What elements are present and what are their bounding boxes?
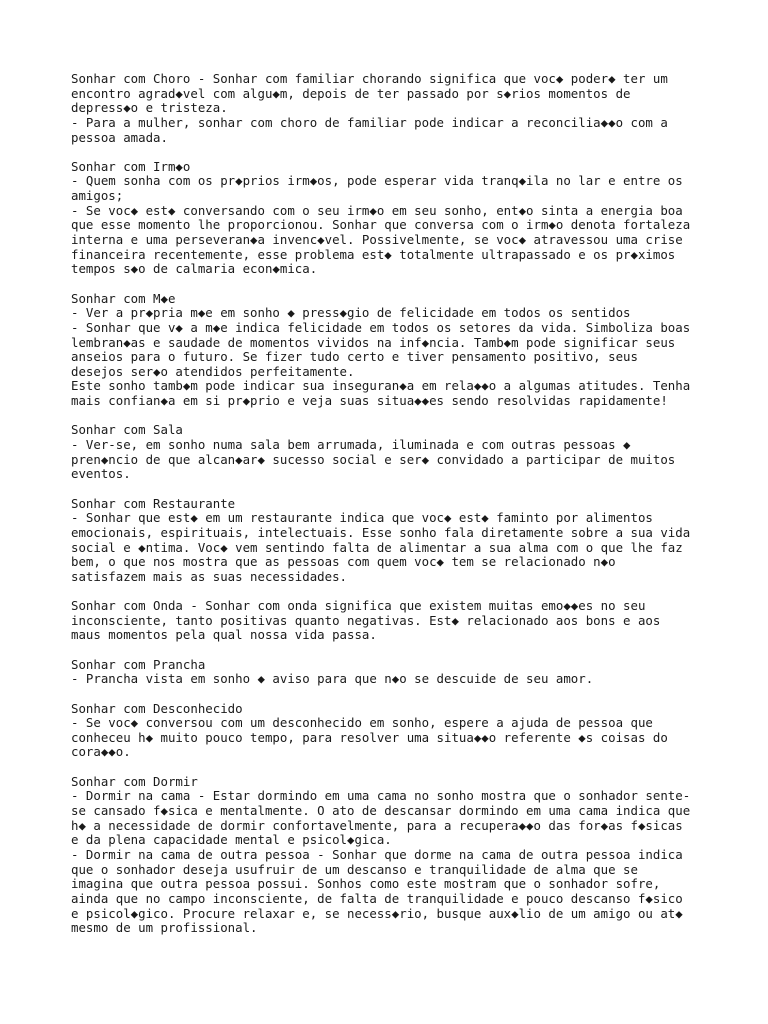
- text-line: Sonhar com Prancha: [71, 656, 206, 672]
- text-line: - Se voc◆ conversou com um desconhecido em sonho, espere a ajuda de pessoa que: [71, 715, 653, 731]
- text-line: Este sonho tamb◆m pode indicar sua inseguran◆a em rela◆◆o a algumas atitudes. Tenha: [71, 378, 691, 394]
- text-line: Sonhar com Onda - Sonhar com onda significa que existem muitas emo◆◆es no seu: [71, 598, 646, 614]
- text-line: interna e uma perseveran◆a invenc◆vel. Possivelmente, se voc◆ atravessou uma crise: [71, 232, 683, 248]
- text-line: imagina que outra pessoa possui. Sonhos como este mostram que o sonhador sofre,: [71, 876, 661, 892]
- text-line: que o sonhador deseja usufruir de um descanso e tranquilidade de alma que se: [71, 861, 638, 877]
- text-line: Sonhar com Choro - Sonhar com familiar chorando significa que voc◆ poder◆ ter um: [71, 71, 668, 86]
- text-line: - Dormir na cama - Estar dormindo em uma cama no sonho mostra que o sonhador sente-: [71, 788, 691, 804]
- text-line: se cansado f◆sica e mentalmente. O ato de descansar dormindo em uma cama indica que: [71, 803, 691, 819]
- text-line: tempos s◆o de calmaria econ◆mica.: [71, 261, 318, 277]
- paragraph-block: [71, 160, 711, 277]
- text-line: Sonhar com Irm◆o: [71, 158, 191, 174]
- paragraph-block: [71, 599, 711, 643]
- text-line: h◆ a necessidade de dormir confortavelmente, para a recupera◆◆o das for◆as f◆sicas: [71, 817, 683, 833]
- text-line: - Sonhar que v◆ a m◆e indica felicidade em todos os setores da vida. Simboliza boas: [71, 319, 691, 335]
- text-line: - Se voc◆ est◆ conversando com o seu irm◆o em seu sonho, ent◆o sinta a energia boa: [71, 202, 683, 218]
- text-line: mais confian◆a em si pr◆prio e veja suas situa◆◆es sendo resolvidas rapidamente!: [71, 393, 668, 409]
- text-line: Sonhar com Desconhecido: [71, 700, 243, 716]
- paragraph-block: [71, 497, 711, 585]
- text-line: - Ver-se, em sonho numa sala bem arrumada, iluminada e com outras pessoas ◆: [71, 437, 631, 453]
- text-line: - Dormir na cama de outra pessoa - Sonhar que dorme na cama de outra pessoa indica: [71, 846, 683, 862]
- text-line: cora◆◆o.: [71, 744, 131, 760]
- text-line: mesmo de um profissional.: [71, 920, 258, 936]
- text-line: - Prancha vista em sonho ◆ aviso para que n◆o se descuide de seu amor.: [71, 671, 594, 687]
- text-line: pren◆ncio de que alcan◆ar◆ sucesso social e ser◆ convidado a participar de muitos: [71, 451, 676, 467]
- text-line: depress◆o e tristeza.: [71, 100, 228, 116]
- text-line: maus momentos pela qual nossa vida passa.: [71, 627, 377, 643]
- paragraph-block: [71, 423, 711, 482]
- text-line: - Para a mulher, sonhar com choro de familiar pode indicar a reconcilia◆◆o com a: [71, 114, 668, 130]
- paragraph-block: [71, 72, 711, 145]
- text-line: conheceu h◆ muito pouco tempo, para resolver uma situa◆◆o referente ◆s coisas do: [71, 729, 668, 745]
- text-line: pessoa amada.: [71, 129, 168, 145]
- paragraph-block: [71, 292, 711, 409]
- paragraph-block: [71, 775, 711, 936]
- paragraph-block: [71, 658, 711, 687]
- text-line: ainda que no campo inconsciente, de falta de tranquilidade e pouco descanso f◆sico: [71, 890, 683, 906]
- text-line: bem, o que nos mostra que as pessoas com quem voc◆ tem se relacionado n◆o: [71, 554, 616, 570]
- text-line: emocionais, espirituais, intelectuais. Esse sonho fala diretamente sobre a sua vida: [71, 524, 691, 540]
- text-line: Sonhar com M◆e: [71, 290, 176, 306]
- document-body: [71, 72, 711, 950]
- text-line: e psicol◆gico. Procure relaxar e, se necess◆rio, busque aux◆lio de um amigo ou at◆: [71, 905, 683, 921]
- text-line: e da plena capacidade mental e psicol◆gica.: [71, 832, 392, 848]
- text-line: encontro agrad◆vel com algu◆m, depois de ter passado por s◆rios momentos de: [71, 85, 631, 101]
- text-line: Sonhar com Restaurante: [71, 495, 236, 511]
- text-line: financeira recentemente, esse problema est◆ totalmente ultrapassado e os pr◆ximos: [71, 246, 676, 262]
- text-line: eventos.: [71, 466, 131, 482]
- text-line: anseios para o futuro. Se fizer tudo certo e tiver pensamento positivo, seus: [71, 349, 638, 365]
- text-line: Sonhar com Dormir: [71, 773, 198, 789]
- text-line: inconsciente, tanto positivas quanto negativas. Est◆ relacionado aos bons e aos: [71, 612, 661, 628]
- text-line: - Quem sonha com os pr◆prios irm◆os, pode esperar vida tranq◆ila no lar e entre os: [71, 173, 683, 189]
- text-line: social e ◆ntima. Voc◆ vem sentindo falta de alimentar a sua alma com o que lhe faz: [71, 539, 683, 555]
- text-line: satisfazem mais as suas necessidades.: [71, 568, 348, 584]
- text-line: amigos;: [71, 188, 124, 204]
- text-line: lembran◆as e saudade de momentos vividos na inf◆ncia. Tamb◆m pode significar seus: [71, 334, 676, 350]
- paragraph-block: [71, 702, 711, 761]
- text-line: - Sonhar que est◆ em um restaurante indica que voc◆ est◆ faminto por alimentos: [71, 510, 653, 526]
- text-line: que esse momento lhe proporcionou. Sonhar que conversa com o irm◆o denota fortaleza: [71, 217, 691, 233]
- text-line: Sonhar com Sala: [71, 422, 183, 438]
- text-line: - Ver a pr◆pria m◆e em sonho ◆ press◆gio de felicidade em todos os sentidos: [71, 305, 631, 321]
- text-line: desejos ser◆o atendidos perfeitamente.: [71, 363, 355, 379]
